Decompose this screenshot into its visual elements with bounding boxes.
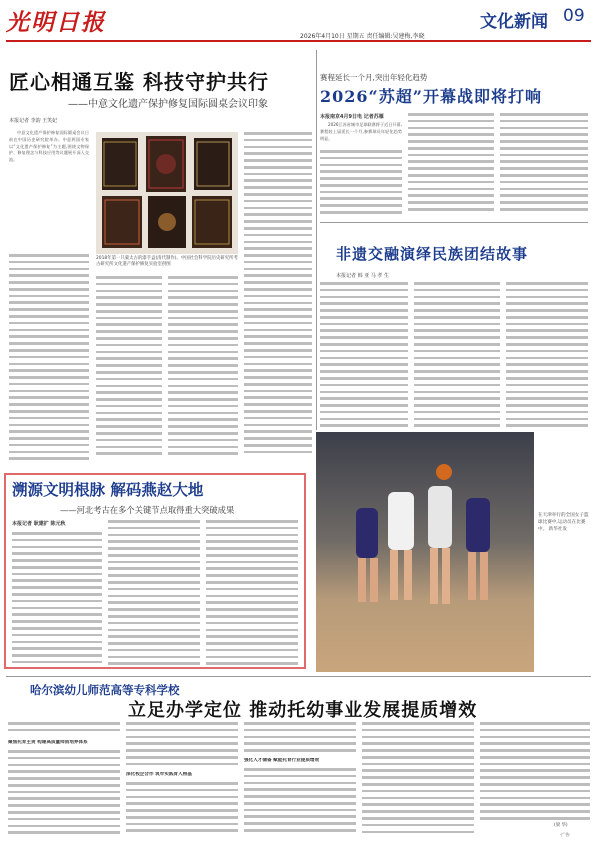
article1-text-column-2	[96, 276, 162, 466]
article2-body: 2026江苏省城市足球联赛将于近日开幕,赛程较上届延长一个月,参赛球员年轻化趋势明显。	[320, 122, 402, 141]
article1-lead-column	[9, 130, 89, 252]
lacquer-box-illustration	[96, 132, 238, 254]
article5-subhead-1: 聚焦托育主责 构建高质量师资培养体系	[8, 740, 88, 745]
article5-subhead-3: 强化人才储备 赋能托育行业提质增效	[244, 758, 320, 763]
article5-text-column-3-top	[244, 722, 356, 756]
article3-byline: 本报记者 韩 亚 马 孝 生	[336, 273, 389, 279]
article4-byline: 本报记者 耿建扩 陈元秋	[12, 521, 66, 527]
article3-text-column-3	[506, 282, 588, 432]
article2-byline: 本报南京4月9日电 记者苏雁	[320, 114, 384, 120]
article2-text-column-1	[320, 150, 402, 218]
article5-text-column-2	[126, 782, 238, 836]
article4-text-column-3	[206, 520, 298, 666]
article2-title: 2026“苏超”开幕战即将打响	[320, 87, 542, 106]
article4-title: 溯源文明根脉 解码燕赵大地	[12, 480, 204, 499]
article1-text-column-1	[9, 254, 89, 464]
article1-photo	[96, 132, 238, 254]
article1-text-column-4	[244, 132, 312, 466]
photo-caption-credit: 新华社发	[548, 527, 568, 532]
article1-photo-caption: 2018年第一只蒙太古的漆手盒(清代制作)。中国社会科学院历史研究所考古研究所文化遗产保护修复实验室供图	[96, 256, 238, 267]
article4-subtitle: ——河北考古在多个关键节点取得重大突破成果	[60, 505, 235, 515]
article5-text-column-2-top	[126, 722, 238, 770]
article1-subtitle: ——中意文化遗产保护修复国际圆桌会议印象	[68, 99, 268, 110]
section-name: 文化新闻	[480, 12, 548, 32]
column-divider	[316, 50, 317, 430]
masthead-rule	[6, 40, 591, 42]
article4-text-column-2	[108, 520, 200, 666]
article2-lead	[320, 122, 402, 146]
photo-caption-text: 在天津举行的全国女子篮球比赛中,运动员在比赛中。	[538, 513, 589, 532]
article5-subhead-2: 深化校企合作 筑牢实践育人根基	[126, 772, 192, 777]
newspaper-logo: 光明日报	[6, 9, 106, 36]
article1-byline: 本报记者 李韵 王笑妃	[9, 118, 58, 124]
article5-headline: 立足办学定位 推动托幼事业发展提质增效	[128, 700, 478, 721]
article5-title: 哈尔滨幼儿师范高等专科学校	[30, 683, 180, 697]
article4-text-column-1	[12, 532, 102, 666]
photo-caption	[538, 512, 592, 632]
article5-subhead-3-wrap	[244, 758, 356, 765]
section-divider	[320, 222, 588, 223]
dateline: 2026年4月10日 星期五 责任编辑:吴建梅,李晓	[300, 33, 425, 40]
article5-text-column-1-top	[8, 722, 120, 738]
article5-author: (梁 华)	[554, 823, 568, 828]
article5-text-column-1	[8, 750, 120, 836]
article2-text-column-2	[408, 113, 494, 218]
article2-text-column-3	[500, 113, 588, 218]
article3-text-column-1	[320, 282, 408, 432]
article5-text-column-5	[480, 722, 590, 826]
bottom-section-rule	[6, 676, 591, 677]
article5-subhead-2-wrap	[126, 772, 238, 779]
article5-text-column-3	[244, 768, 356, 836]
article3-text-column-2	[414, 282, 500, 432]
article2-kicker: 赛程延长一个月,突出年轻化趋势	[320, 73, 428, 82]
article5-subhead-1-wrap	[8, 740, 120, 747]
article1-body: 中意文化遗产保护修复国际圆桌会议日前在中国历史研究院举办。中意两国专家以“文化遗产保护修复”为主题,围绕文物保护、修复理念与科技应用等议题展开深入交流。	[9, 130, 89, 163]
article1-title: 匠心相通互鉴 科技守护共行	[9, 70, 269, 94]
article5-text-column-4	[362, 722, 474, 836]
advert-mark: ·广告·	[560, 832, 571, 837]
article1-text-column-3	[168, 276, 238, 466]
article3-title: 非遗交融演绎民族团结故事	[336, 245, 529, 263]
basketball-players-illustration	[316, 432, 534, 672]
page-number: 09	[563, 6, 585, 26]
basketball-photo	[316, 432, 534, 672]
